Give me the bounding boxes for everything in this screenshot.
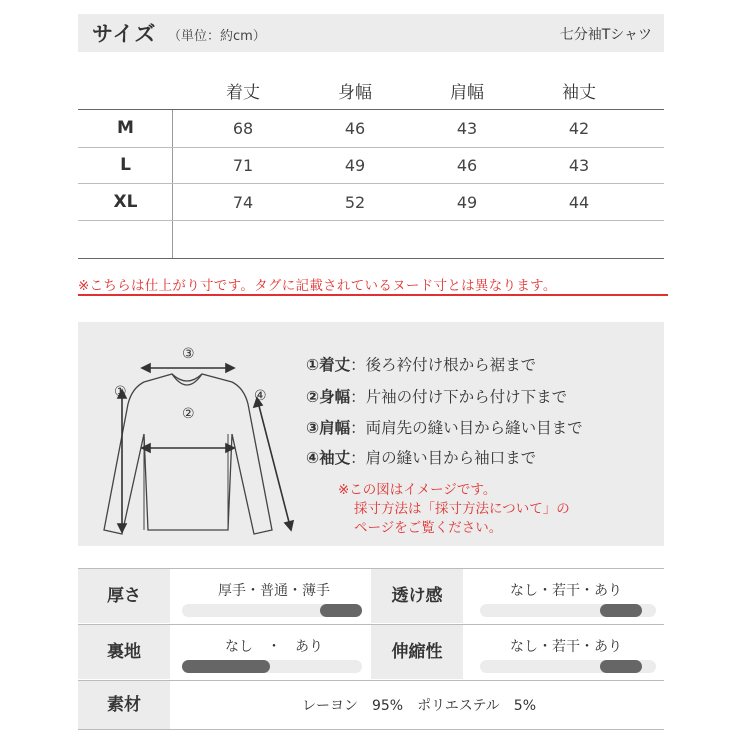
table-cell: 74 [232, 193, 254, 212]
table-cell: 44 [568, 193, 590, 212]
table-rule [78, 109, 664, 110]
tshirt-diagram-icon [92, 344, 302, 540]
spec-label-stretch: 伸縮性 [371, 625, 463, 679]
size-notice: ※こちらは仕上がり寸です。タグに記載されているヌード寸とは異なります。 [78, 278, 557, 294]
notice-underline [78, 294, 668, 296]
table-cell: 42 [568, 119, 590, 138]
size-label-xl: XL [113, 192, 138, 212]
sheer-level [600, 604, 642, 617]
guide-item-shoulder: ③肩幅：両肩先の縫い目から縫い目まで [306, 419, 583, 437]
sheer-options: なし・若干・あり [510, 583, 622, 599]
marker-2: ② [182, 406, 195, 422]
table-cell: 43 [456, 119, 478, 138]
table-cell: 49 [456, 193, 478, 212]
table-rule [78, 258, 664, 259]
column-header: 着丈 [226, 83, 260, 103]
table-cell: 68 [232, 119, 254, 138]
spec-label-thickness: 厚さ [78, 569, 170, 623]
measure-guide [78, 322, 664, 546]
table-rule [78, 147, 664, 148]
marker-3: ③ [182, 346, 195, 362]
guide-note-line2: 採寸方法は「採寸方法について」の [354, 501, 570, 517]
column-header: 肩幅 [450, 83, 484, 103]
product-name: 七分袖Tシャツ [559, 27, 652, 43]
material-value: レーヨン 95% ポリエステル 5% [301, 698, 537, 714]
marker-1: ① [114, 384, 127, 400]
spec-label-material: 素材 [78, 681, 170, 729]
spec-label-lining: 裏地 [78, 625, 170, 679]
guide-item-length: ①着丈：後ろ衿付け根から裾まで [306, 356, 537, 374]
size-label-l: L [120, 155, 131, 175]
table-cell: 52 [344, 193, 366, 212]
unit-label: （単位：約cm） [168, 29, 266, 44]
table-cell: 49 [344, 156, 366, 175]
stretch-options: なし・若干・あり [510, 639, 622, 655]
table-cell: 46 [456, 156, 478, 175]
size-table [78, 70, 664, 260]
header-bar [78, 14, 664, 52]
spec-label-sheer: 透け感 [371, 569, 463, 623]
stretch-track [480, 660, 656, 673]
table-rule [78, 220, 664, 221]
table-cell: 71 [232, 156, 254, 175]
thickness-track [182, 604, 362, 617]
guide-item-sleeve: ④袖丈：肩の縫い目から袖口まで [306, 449, 537, 467]
stretch-level [600, 660, 642, 673]
lining-level [182, 660, 270, 673]
thickness-options: 厚手・普通・薄手 [218, 583, 330, 599]
table-cell: 46 [344, 119, 366, 138]
guide-note-line3: ページをご覧ください。 [354, 520, 503, 536]
page-title: サイズ [92, 22, 157, 46]
sheer-track [480, 604, 656, 617]
column-header: 身幅 [338, 83, 372, 103]
guide-note-line1: ※この図はイメージです。 [338, 482, 497, 498]
spec-table [78, 568, 664, 730]
size-label-m: M [117, 118, 134, 138]
lining-track [182, 660, 362, 673]
thickness-level [320, 604, 362, 617]
table-cell: 43 [568, 156, 590, 175]
lining-options: なし ・ あり [225, 639, 323, 655]
guide-item-width: ②身幅：片袖の付け下から付け下まで [306, 388, 568, 406]
column-header: 袖丈 [562, 83, 596, 103]
marker-4: ④ [254, 388, 267, 404]
table-rule [78, 183, 664, 184]
